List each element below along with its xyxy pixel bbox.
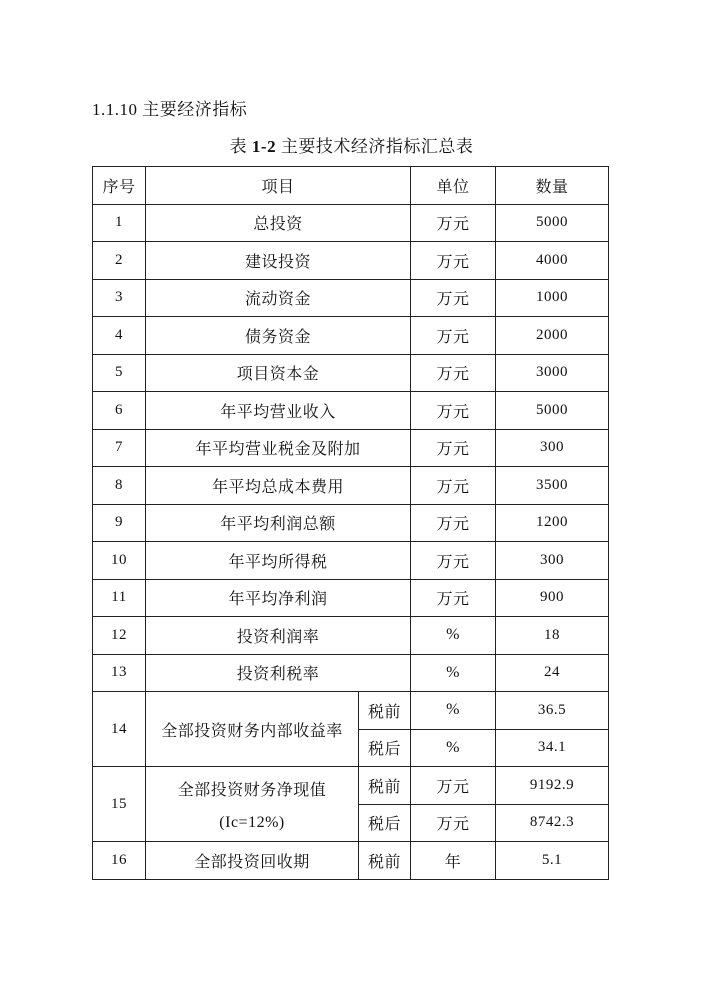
row-number: 13	[93, 654, 146, 692]
caption-prefix: 表	[229, 137, 248, 156]
table-row	[93, 354, 609, 392]
payback-number: 16	[93, 842, 146, 880]
payback-value: 5.1	[496, 842, 609, 880]
row-number: 12	[93, 617, 146, 655]
row-value: 5000	[496, 392, 609, 430]
irr-pre-label: 税前	[359, 692, 411, 730]
row-unit: 万元	[411, 392, 496, 430]
table-row	[93, 467, 609, 505]
irr-row-pre	[93, 692, 609, 730]
npv-item-label: 全部投资财务净现值	[177, 781, 327, 799]
header-unit: 单位	[411, 167, 496, 205]
row-item: 总投资	[146, 204, 411, 242]
row-number: 3	[93, 279, 146, 317]
table-row	[93, 654, 609, 692]
row-number: 9	[93, 504, 146, 542]
irr-post-unit: %	[411, 729, 496, 767]
npv-post-label: 税后	[359, 804, 411, 842]
row-unit: 万元	[411, 429, 496, 467]
caption-title: 主要技术经济指标汇总表	[280, 137, 474, 156]
row-value: 3000	[496, 354, 609, 392]
header-row	[93, 167, 609, 205]
irr-number: 14	[93, 692, 146, 767]
row-value: 4000	[496, 242, 609, 280]
row-item: 年平均营业税金及附加	[146, 429, 411, 467]
table-row	[93, 204, 609, 242]
row-value: 3500	[496, 467, 609, 505]
row-number: 7	[93, 429, 146, 467]
irr-pre-value: 36.5	[496, 692, 609, 730]
row-value: 2000	[496, 317, 609, 355]
npv-number: 15	[93, 767, 146, 842]
row-value: 18	[496, 617, 609, 655]
payback-unit: 年	[411, 842, 496, 880]
table-row	[93, 429, 609, 467]
npv-pre-unit: 万元	[411, 767, 496, 805]
table-row	[93, 392, 609, 430]
row-number: 8	[93, 467, 146, 505]
table-row	[93, 317, 609, 355]
row-number: 2	[93, 242, 146, 280]
row-unit: 万元	[411, 204, 496, 242]
table-row	[93, 579, 609, 617]
table-row	[93, 504, 609, 542]
npv-row-pre	[93, 767, 609, 805]
row-unit: 万元	[411, 354, 496, 392]
table-caption	[0, 135, 703, 159]
row-item: 年平均营业收入	[146, 392, 411, 430]
irr-item: 全部投资财务内部收益率	[146, 692, 359, 767]
section-heading: 1.1.10 主要经济指标	[92, 100, 248, 119]
payback-row	[93, 842, 609, 880]
npv-item-note: (Ic=12%)	[219, 813, 285, 831]
npv-post-unit: 万元	[411, 804, 496, 842]
table-row	[93, 279, 609, 317]
row-value: 900	[496, 579, 609, 617]
row-unit: 万元	[411, 579, 496, 617]
row-number: 11	[93, 579, 146, 617]
row-value: 1000	[496, 279, 609, 317]
npv-pre-value: 9192.9	[496, 767, 609, 805]
npv-post-value: 8742.3	[496, 804, 609, 842]
row-unit: 万元	[411, 467, 496, 505]
irr-post-label: 税后	[359, 729, 411, 767]
caption-number: 1-2	[251, 137, 277, 156]
row-item: 年平均利润总额	[146, 504, 411, 542]
npv-pre-label: 税前	[359, 767, 411, 805]
row-value: 24	[496, 654, 609, 692]
row-number: 10	[93, 542, 146, 580]
row-item: 建设投资	[146, 242, 411, 280]
table-row	[93, 242, 609, 280]
row-value: 1200	[496, 504, 609, 542]
row-value: 300	[496, 429, 609, 467]
row-unit: 万元	[411, 542, 496, 580]
row-number: 4	[93, 317, 146, 355]
table-row	[93, 542, 609, 580]
payback-label: 税前	[359, 842, 411, 880]
row-item: 年平均所得税	[146, 542, 411, 580]
row-item: 年平均总成本费用	[146, 467, 411, 505]
row-item: 投资利润率	[146, 617, 411, 655]
irr-pre-unit: %	[411, 692, 496, 730]
header-quantity: 数量	[496, 167, 609, 205]
npv-item	[146, 767, 359, 842]
header-index: 序号	[93, 167, 146, 205]
header-item: 项目	[146, 167, 411, 205]
row-unit: 万元	[411, 504, 496, 542]
row-unit: 万元	[411, 242, 496, 280]
irr-post-value: 34.1	[496, 729, 609, 767]
row-value: 5000	[496, 204, 609, 242]
row-unit: %	[411, 654, 496, 692]
row-item: 年平均净利润	[146, 579, 411, 617]
payback-item: 全部投资回收期	[146, 842, 359, 880]
row-item: 债务资金	[146, 317, 411, 355]
row-item: 投资利税率	[146, 654, 411, 692]
row-unit: 万元	[411, 317, 496, 355]
row-number: 5	[93, 354, 146, 392]
indicators-table	[92, 166, 609, 880]
row-item: 项目资本金	[146, 354, 411, 392]
row-value: 300	[496, 542, 609, 580]
row-number: 1	[93, 204, 146, 242]
table-body	[93, 167, 609, 880]
row-unit: 万元	[411, 279, 496, 317]
row-item: 流动资金	[146, 279, 411, 317]
row-number: 6	[93, 392, 146, 430]
row-unit: %	[411, 617, 496, 655]
table-row	[93, 617, 609, 655]
